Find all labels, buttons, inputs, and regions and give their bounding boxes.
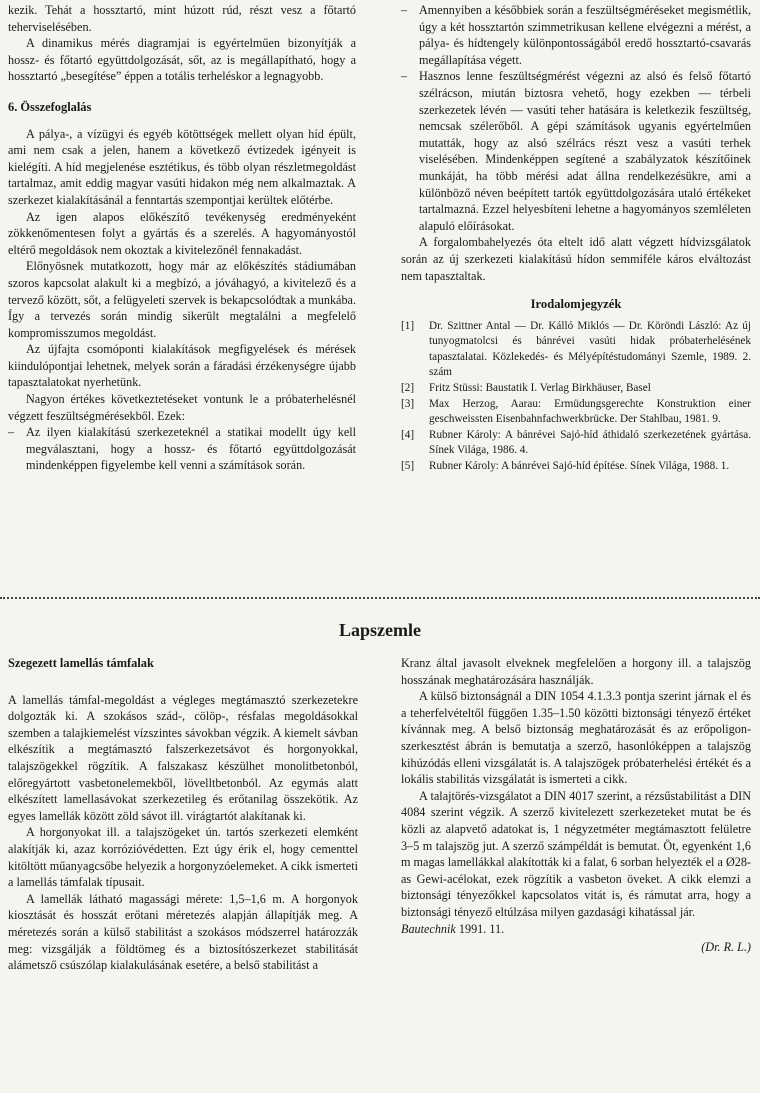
dash-list-item: [8, 424, 356, 474]
reference-text: Rubner Károly: A bánrévei Sajó-híd áthidaló szerkezetének gyártása. Sínek Világa, 1986. 4.: [429, 428, 751, 457]
paragraph: A dinamikus mérés diagramjai is egyértelműen bizonyítják a hossz- és főtartó együttdolgozását, sőt, az is megállapítható, hogy a hossztartó „besegítése” éppen a totális terheléskor a legnagyobb.: [8, 36, 356, 84]
dash-list-item: [401, 2, 751, 68]
paragraph: Kranz által javasolt elveknek megfelelően a horgony ill. a talajszög hosszának meghatározására használják.: [401, 656, 751, 687]
paragraph: A lamellás támfal-megoldást a végleges megtámasztó szerkezetekre dolgozták ki. A szokásos szád-, cölöp-, résfalas megoldásokkal szemben a talajkiemelést vízszintes sávokban végzik. A kiemelt sávban elkészítik a megtámasztó falszerkezetsávot és horgonyokkal, talajszögekkel rögzítik. A falszakasz készülhet monolitbetonból, előregyártott vasbetonelemekből, lövelltbetonból. Az egymás alatt elkészített lamellasávokat szerkezetileg és erőtanilag összekötik. Az egyes lamellák között zöld sávot ill. virágtartót alakítanak ki.: [8, 692, 358, 823]
paragraph: Nagyon értékes következtetéseket vontunk le a próbaterhelésnél végzett feszültségmérésekből. Ezek:: [8, 392, 356, 423]
references-title: Irodalomjegyzék: [530, 297, 622, 312]
reference-text: Dr. Szittner Antal — Dr. Kálló Miklós — Dr. Köröndi László: Az új tunyogmatolcsi és bánrévei vasúti hidak próbaterhelésének tapasztalatai. Közlekedés- és Mélyépítéstudományi Szemle, 1989. 2. szám: [429, 319, 751, 379]
bottom-right-column: [401, 655, 751, 956]
signature: (Dr. R. L.): [701, 940, 751, 955]
reference-item: [401, 459, 751, 475]
dotted-divider: [0, 597, 760, 599]
dash-marker: –: [401, 3, 408, 17]
reference-number: [4]: [401, 428, 415, 441]
dash-list-item: [401, 68, 751, 234]
top-right-column: [401, 2, 751, 475]
reference-text: Max Herzog, Aarau: Ermüdungsgerechte Konstruktion einer geschweissten Eisenbahnfachwerkbrücke. Der Stahlbau, 1981. 9.: [429, 397, 751, 426]
reference-text: Fritz Stüssi: Baustatik I. Verlag Birkhäuser, Basel: [429, 382, 651, 395]
paragraph: Az újfajta csomóponti kialakítások megfigyelések és mérések kiindulópontjai lehetnek, melyek során a fáradási érzékenységre újabb tapasztalatokat nyerhetünk.: [8, 342, 356, 390]
dash-marker: –: [8, 425, 15, 440]
reference-item: [401, 397, 751, 428]
paragraph: A pálya-, a vízügyi és egyéb kötöttségek mellett olyan híd épült, ami nem csak a jelen, hanem a következő évtizedek igényeit is kielégíti. A híd megjelenése esztétikus, és több olyan részletmegoldást tartalmaz, amit eddig magyar vasúti hidakon még nem alkalmaztak. A szerkezet kialakításánál a fenntartás szempontjai kerültek előtérbe.: [8, 126, 356, 207]
paragraph: A forgalombahelyezés óta eltelt idő alatt végzett hídvizsgálatok során az új szerkezeti kialakítású hídon semmiféle káros elváltozást nem tapasztaltak.: [401, 235, 751, 283]
reference-item: [401, 319, 751, 381]
paragraph: A külső biztonságnál a DIN 1054 4.1.3.3 pontja szerint járnak el és a teherfelvételtől függően 1.35–1.50 közötti biztonsági tényező értéket kívánnak meg. A belső biztonság meghatározását és az erőpoligon-szerkesztést ábrán is bemutatja a szerző, hasonlóképpen a talajszög kihúzódás elleni vizsgálatát is. A talajszögek próbaterhelési értékét és a lokális stabilitás vizsgálatát is ismerteti a cikk.: [401, 689, 751, 787]
bottom-left-column: [8, 655, 358, 974]
dash-item-text: Hasznos lenne feszültségmérést végezni az alsó és felső főtartó szélrácson, miután biztosra vehető, hogy ezekben — térbeli szerkezetek lévén — vasúti teher hatására is keletkezik feszültség, nemcsak szélerőből. A gépi számítások ugyanis egyértelműen mutatták, hogy az alsó szélrács részt vesz a vasúti terhek viselésében. Mindenképpen segítené a szabályzatok készítőinek munkáját, ha több mérési adat állna rendelkezésükre, ami a különböző néven beépített tartók együttdolgozására utaló értékeket tartalmazná. Ezzel helyesbíteni lehetne a hagyományos szemléleten alapuló előírásokat.: [419, 69, 751, 233]
section-heading: 6. Összefoglalás: [8, 99, 92, 114]
top-left-column: [8, 2, 356, 474]
article-heading: Szegezett lamellás támfalak: [8, 656, 154, 670]
reference-item: [401, 428, 751, 459]
reference-text: Rubner Károly: A bánrévei Sajó-híd építése. Sínek Világa, 1988. 1.: [429, 460, 730, 473]
reference-number: [5]: [401, 460, 415, 473]
reference-number: [2]: [401, 382, 415, 395]
reference-item: [401, 381, 751, 397]
paragraph: kezik. Tehát a hossztartó, mint húzott rúd, részt vesz a főtartó teherviselésében.: [8, 3, 356, 34]
reference-number: [3]: [401, 397, 415, 410]
paragraph: A horgonyokat ill. a talajszögeket ún. tartós szerkezeti elemként alakítják ki, azaz korrózióvédetten. Ezt úgy érik el, hogy cementtel kitöltött műanyagcsőbe helyezik a horgonyzóelemeket. A cikk ismerteti a lamellás támfalak típusait.: [8, 825, 358, 890]
paragraph: A lamellák látható magassági mérete: 1,5–1,6 m. A horgonyok kiosztását és hosszát erőtani méretezés alapján állapítják meg. A méretezés során a külső stabilitást a szokásos módszerrel határozzák meg: vizsgálják a földtömeg és a biztosítószerkezet stabilitását alámetsző csúszólap kialakulásának esetére, a belső stabilitást a: [8, 891, 358, 973]
paragraph: Az igen alapos előkészítő tevékenység eredményeként zökkenőmentesen folyt a gyártás és a szerelés. A hagyományostól eltérő megoldások nem okoztak a kivitelezőnél fennakadást.: [8, 209, 356, 257]
section-title: Lapszemle: [339, 620, 421, 640]
reference-number: [1]: [401, 319, 415, 332]
dash-item-text: Amennyiben a későbbiek során a feszültségméréseket megismétlik, úgy a két hossztartón szimmetrikusan kellene elvégezni a mérést, a pálya- és hídtengely különpontosságából eredő hossztartó-csavarás megállapítása végett.: [419, 3, 751, 67]
dash-marker: –: [401, 69, 408, 84]
paragraph: Előnyösnek mutatkozott, hogy már az előkészítés stádiumában szoros kapcsolat alakult ki a megbízó, a jóváhagyó, a kivitelező és a tervező között, sőt, a felügyeleti szervek is bekapcsolódtak a munkába. Így a tervezés során mindig sikerült megtalálni a megfelelő kompromisszumos megoldást.: [8, 259, 356, 340]
paragraph: A talajtörés-vizsgálatot a DIN 4017 szerint, a rézsűstabilitást a DIN 4084 szerint végzik. A szerző kivitelezett szerkezeteket mutat be és közli az alapvető adatokat is, 1 négyzetméter megtámasztott felületre 3–5 m talajszög jut. A szerző számpéldát is bemutat. Öt, egyenként 1,6 m magas lamellákkal alakították ki a falat, 6 sorban helyezték el a Ø28-as Gewi-acélokat, ezek rögzítik a vasbeton öveket. A cikk elemzi a biztonsági tényezőkkel kapcsolatos vitát is, és rámutat arra, hogy a biztonsági tényező eltúlzása milyen gazdasági kihatással jár.: [401, 788, 751, 919]
source-journal: Bautechnik: [401, 921, 456, 936]
source-line: [401, 921, 751, 938]
dash-item-text: Az ilyen kialakítású szerkezeteknél a statikai modellt úgy kell megválasztani, hogy a hossz- és főtartó együttdolgozását mindenképpen figyelembe kell venni a számítások során.: [26, 425, 356, 473]
source-issue: 1991. 11.: [458, 921, 505, 936]
